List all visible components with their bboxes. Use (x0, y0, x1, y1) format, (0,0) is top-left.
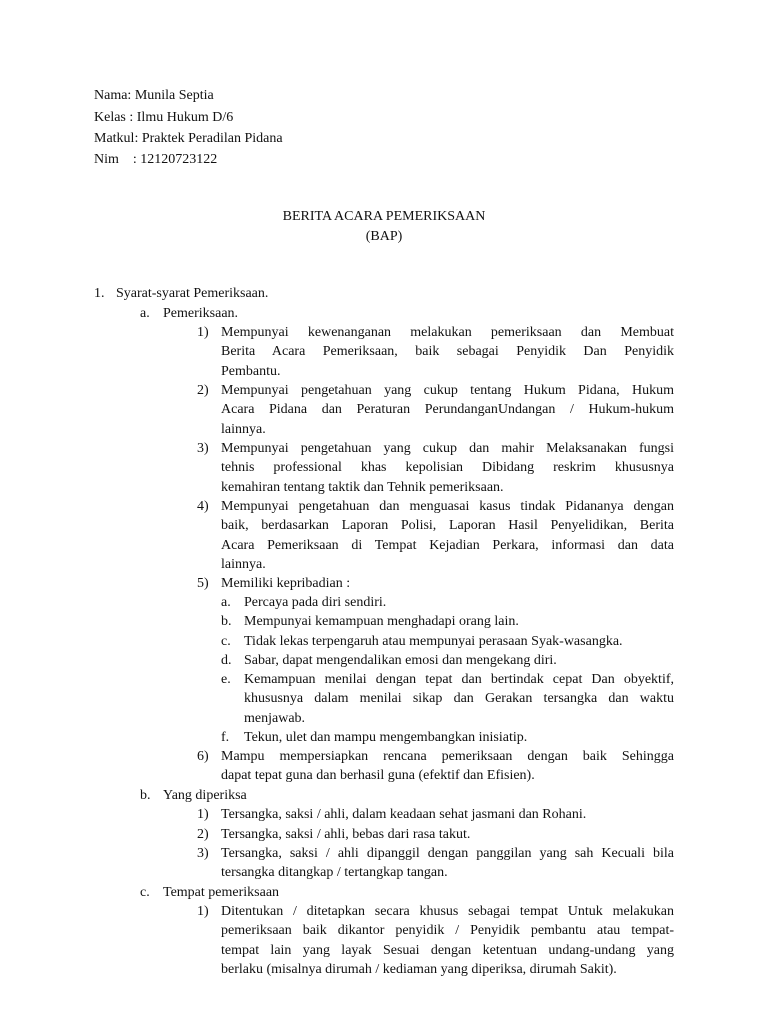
subitem-c-text: Tidak lekas terpengaruh atau mempunyai perasaan Syak-wasangka. (244, 634, 623, 649)
subitem-e-text (244, 670, 674, 728)
item-a1-number: 1) (197, 325, 209, 340)
text-line: Tersangka, saksi / ahli dipanggil dengan panggilan yang sah Kecuali bila (221, 846, 674, 861)
item-a5-number: 5) (197, 576, 209, 591)
text-line: Berita Acara Pemeriksaan, baik sebagai Penyidik Dan Penyidik (221, 344, 674, 360)
subsection-a-number: a. (140, 306, 150, 321)
subitem-d-number: d. (221, 653, 232, 668)
item-a6-number: 6) (197, 749, 209, 764)
text-line: lainnya. (221, 421, 266, 437)
text-line: Mempunyai pengetahuan dan menguasai kasus tindak Pidananya dengan (221, 499, 674, 514)
subsection-c-heading: Tempat pemeriksaan (163, 885, 280, 900)
text-line: Kemampuan menilai dengan tepat dan bertindak cepat Dan obyektif, (244, 672, 674, 687)
item-a4-text (221, 497, 674, 575)
subitem-b-number: b. (221, 614, 232, 629)
section-heading: Syarat-syarat Pemeriksaan. (116, 286, 269, 301)
document-title: BERITA ACARA PEMERIKSAAN (282, 209, 486, 224)
item-a1-text (221, 323, 674, 381)
text-line: Mempunyai pengetahuan yang cukup dan mahir Melaksanakan fungsi (221, 441, 674, 456)
text-line: khususnya dalam menilai sikap dan Gerakan tersangka dan waktu (244, 691, 674, 707)
text-line: Mampu mempersiapkan rencana pemeriksaan dengan baik Sehingga (221, 749, 674, 764)
text-line: dapat tepat guna dan berhasil guna (efektif dan Efisien). (221, 768, 535, 784)
item-b3-number: 3) (197, 846, 209, 861)
item-b2-text: Tersangka, saksi / ahli, bebas dari rasa takut. (221, 827, 471, 842)
item-b3-text (221, 844, 674, 883)
subitem-b-text: Mempunyai kemampuan menghadapi orang lain. (244, 614, 519, 629)
text-line: berlaku (misalnya dirumah / kediaman yang diperiksa, dirumah Sakit). (221, 962, 617, 978)
item-b1-number: 1) (197, 807, 209, 822)
item-a2-text (221, 381, 674, 439)
item-a3-number: 3) (197, 441, 209, 456)
subitem-a-text: Percaya pada diri sendiri. (244, 595, 387, 610)
subsection-b-heading: Yang diperiksa (163, 788, 247, 803)
text-line: kemahiran tentang taktik dan Tehnik pemeriksaan. (221, 479, 504, 495)
text-line: tehnis professional khas kepolisian Dibidang reskrim khususnya (221, 460, 674, 476)
subitem-a-number: a. (221, 595, 231, 610)
item-b1-text: Tersangka, saksi / ahli, dalam keadaan sehat jasmani dan Rohani. (221, 807, 587, 822)
item-c1-text (221, 902, 674, 980)
subitem-c-number: c. (221, 634, 231, 649)
text-line: tempat lain yang layak Sesuai dengan ketentuan undang-undang yang (221, 942, 674, 958)
subsection-a-heading: Pemeriksaan. (163, 306, 239, 321)
text-line: Acara Pidana dan Peraturan PerundanganUndangan / Hukum-hukum (221, 402, 674, 418)
text-line: lainnya. (221, 557, 266, 573)
section-number: 1. (94, 286, 105, 301)
student-name: Nama: Munila Septia (94, 88, 214, 103)
subitem-f-number: f. (221, 730, 230, 745)
item-a4-number: 4) (197, 499, 209, 514)
text-line: Ditentukan / ditetapkan secara khusus sebagai tempat Untuk melakukan (221, 904, 674, 919)
course-name: Matkul: Praktek Peradilan Pidana (94, 131, 283, 146)
text-line: baik, berdasarkan Laporan Polisi, Laporan Hasil Penyelidikan, Berita (221, 518, 674, 534)
subitem-e-number: e. (221, 672, 231, 687)
text-line: menjawab. (244, 710, 306, 726)
student-id: Nim : 12120723122 (94, 152, 218, 167)
item-a6-text (221, 747, 674, 786)
text-line: tersangka ditangkap / tertangkap tangan. (221, 865, 448, 881)
item-c1-number: 1) (197, 904, 209, 919)
text-line: pemeriksaan baik dikantor penyidik / Penyidik pembantu atau tempat- (221, 923, 674, 939)
text-line: Mempunyai kewenanganan melakukan pemeriksaan dan Membuat (221, 325, 674, 340)
text-line: Acara Pemeriksaan di Tempat Kejadian Perkara, informasi dan data (221, 537, 674, 553)
item-a3-text (221, 439, 674, 497)
text-line: Mempunyai pengetahuan yang cukup tentang Hukum Pidana, Hukum (221, 383, 674, 398)
text-line: Pembantu. (221, 363, 281, 379)
student-class: Kelas : Ilmu Hukum D/6 (94, 110, 234, 125)
document-subtitle: (BAP) (365, 229, 403, 244)
subitem-f-text: Tekun, ulet dan mampu mengembangkan inisiatip. (244, 730, 528, 745)
item-a2-number: 2) (197, 383, 209, 398)
item-a5-heading: Memiliki kepribadian : (221, 576, 351, 591)
subitem-d-text: Sabar, dapat mengendalikan emosi dan mengekang diri. (244, 653, 557, 668)
item-b2-number: 2) (197, 827, 209, 842)
subsection-b-number: b. (140, 788, 151, 803)
subsection-c-number: c. (140, 885, 150, 900)
